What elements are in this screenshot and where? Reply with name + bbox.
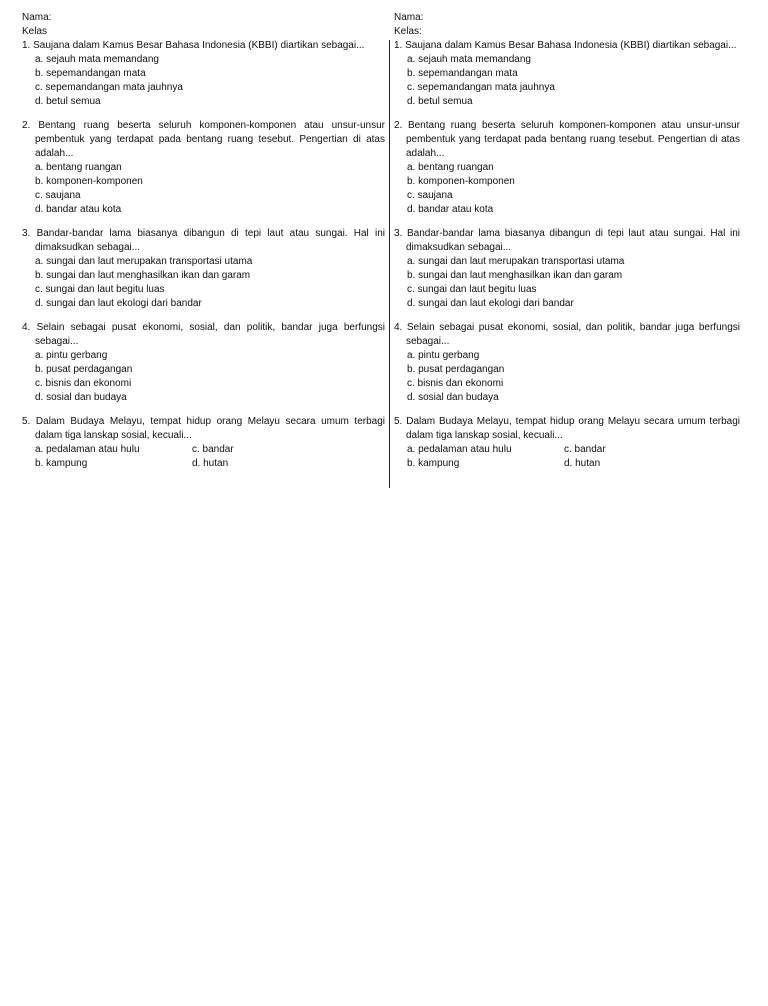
question-3 bbox=[22, 227, 385, 311]
option-b: b. sungai dan laut menghasilkan ikan dan garam bbox=[407, 270, 623, 281]
option-d: d. betul semua bbox=[35, 96, 101, 107]
option-a: a. sungai dan laut merupakan transportasi utama bbox=[407, 256, 625, 267]
option-c: c. bisnis dan ekonomi bbox=[35, 378, 132, 389]
question-text: 2. Bentang ruang beserta seluruh komponen-komponen atau unsur-unsur pembentuk yang terdapat pada bentang ruang tesebut. Pengertian di atas adalah... bbox=[22, 120, 385, 159]
question-5 bbox=[22, 415, 385, 471]
option-b: b. komponen-komponen bbox=[35, 176, 143, 187]
option-b: b. sepemandangan mata bbox=[35, 68, 146, 79]
option-c: c. saujana bbox=[407, 190, 453, 201]
question-4 bbox=[394, 321, 740, 405]
option-c: c. sepemandangan mata jauhnya bbox=[35, 82, 183, 93]
question-2 bbox=[22, 119, 385, 217]
option-a: a. bentang ruangan bbox=[35, 162, 122, 173]
option-d: d. sungai dan laut ekologi dari bandar bbox=[35, 298, 202, 309]
option-d: d. bandar atau kota bbox=[35, 204, 122, 215]
option-c: c. sungai dan laut begitu luas bbox=[407, 284, 537, 295]
option-d: d. hutan bbox=[564, 458, 601, 469]
option-b: b. pusat perdagangan bbox=[407, 364, 505, 375]
option-c: c. saujana bbox=[35, 190, 81, 201]
question-3 bbox=[394, 227, 740, 311]
question-1 bbox=[22, 39, 385, 109]
option-row bbox=[22, 443, 385, 457]
option-row bbox=[22, 457, 385, 471]
question-4 bbox=[22, 321, 385, 405]
option-d: d. sosial dan budaya bbox=[35, 392, 127, 403]
option-c: c. bandar bbox=[564, 444, 606, 455]
option-d: d. sosial dan budaya bbox=[407, 392, 499, 403]
option-b: b. pusat perdagangan bbox=[35, 364, 133, 375]
option-a: a. pedalaman atau hulu bbox=[407, 444, 512, 455]
right-worksheet bbox=[394, 11, 740, 481]
question-text: 5. Dalam Budaya Melayu, tempat hidup orang Melayu secara umum terbagi dalam tiga lanskap sosial, kecuali... bbox=[394, 416, 741, 441]
option-row bbox=[394, 457, 740, 471]
question-text: 2. Bentang ruang beserta seluruh komponen-komponen atau unsur-unsur pembentuk yang terdapat pada bentang ruang tesebut. Pengertian di atas adalah... bbox=[394, 120, 740, 159]
nama-label: Nama: bbox=[394, 12, 424, 23]
question-1 bbox=[394, 39, 740, 109]
option-c: c. bisnis dan ekonomi bbox=[407, 378, 504, 389]
kelas-label: Kelas: bbox=[394, 26, 422, 37]
option-d: d. sungai dan laut ekologi dari bandar bbox=[407, 298, 574, 309]
option-a: a. pintu gerbang bbox=[35, 350, 108, 361]
option-d: d. bandar atau kota bbox=[407, 204, 494, 215]
option-a: a. bentang ruangan bbox=[407, 162, 494, 173]
option-c: c. bandar bbox=[192, 444, 234, 455]
question-text: 3. Bandar-bandar lama biasanya dibangun di tepi laut atau sungai. Hal ini dimaksudkan sebagai... bbox=[22, 228, 385, 253]
question-2 bbox=[394, 119, 740, 217]
kelas-label: Kelas bbox=[22, 26, 48, 37]
option-d: d. betul semua bbox=[407, 96, 473, 107]
option-b: b. komponen-komponen bbox=[407, 176, 515, 187]
option-b: b. sepemandangan mata bbox=[407, 68, 518, 79]
option-a: a. sungai dan laut merupakan transportasi utama bbox=[35, 256, 253, 267]
option-c: c. sungai dan laut begitu luas bbox=[35, 284, 165, 295]
question-text: 5. Dalam Budaya Melayu, tempat hidup orang Melayu secara umum terbagi dalam tiga lanskap sosial, kecuali... bbox=[22, 416, 385, 441]
option-b: b. kampung bbox=[35, 458, 88, 469]
option-row bbox=[394, 443, 740, 457]
option-a: a. pedalaman atau hulu bbox=[35, 444, 140, 455]
column-divider bbox=[389, 40, 390, 488]
option-b: b. kampung bbox=[407, 458, 460, 469]
option-c: c. sepemandangan mata jauhnya bbox=[407, 82, 555, 93]
left-worksheet bbox=[22, 11, 385, 481]
option-a: a. sejauh mata memandang bbox=[407, 54, 531, 65]
option-a: a. sejauh mata memandang bbox=[35, 54, 159, 65]
question-text: 4. Selain sebagai pusat ekonomi, sosial, dan politik, bandar juga berfungsi sebagai... bbox=[22, 322, 385, 347]
nama-label: Nama: bbox=[22, 12, 52, 23]
question-text: 4. Selain sebagai pusat ekonomi, sosial, dan politik, bandar juga berfungsi sebagai... bbox=[394, 322, 740, 347]
question-text: 1. Saujana dalam Kamus Besar Bahasa Indonesia (KBBI) diartikan sebagai... bbox=[22, 40, 365, 51]
question-text: 3. Bandar-bandar lama biasanya dibangun di tepi laut atau sungai. Hal ini dimaksudkan sebagai... bbox=[394, 228, 740, 253]
option-a: a. pintu gerbang bbox=[407, 350, 480, 361]
question-text: 1. Saujana dalam Kamus Besar Bahasa Indonesia (KBBI) diartikan sebagai... bbox=[394, 40, 737, 51]
question-5 bbox=[394, 415, 740, 471]
option-d: d. hutan bbox=[192, 458, 229, 469]
option-b: b. sungai dan laut menghasilkan ikan dan garam bbox=[35, 270, 251, 281]
